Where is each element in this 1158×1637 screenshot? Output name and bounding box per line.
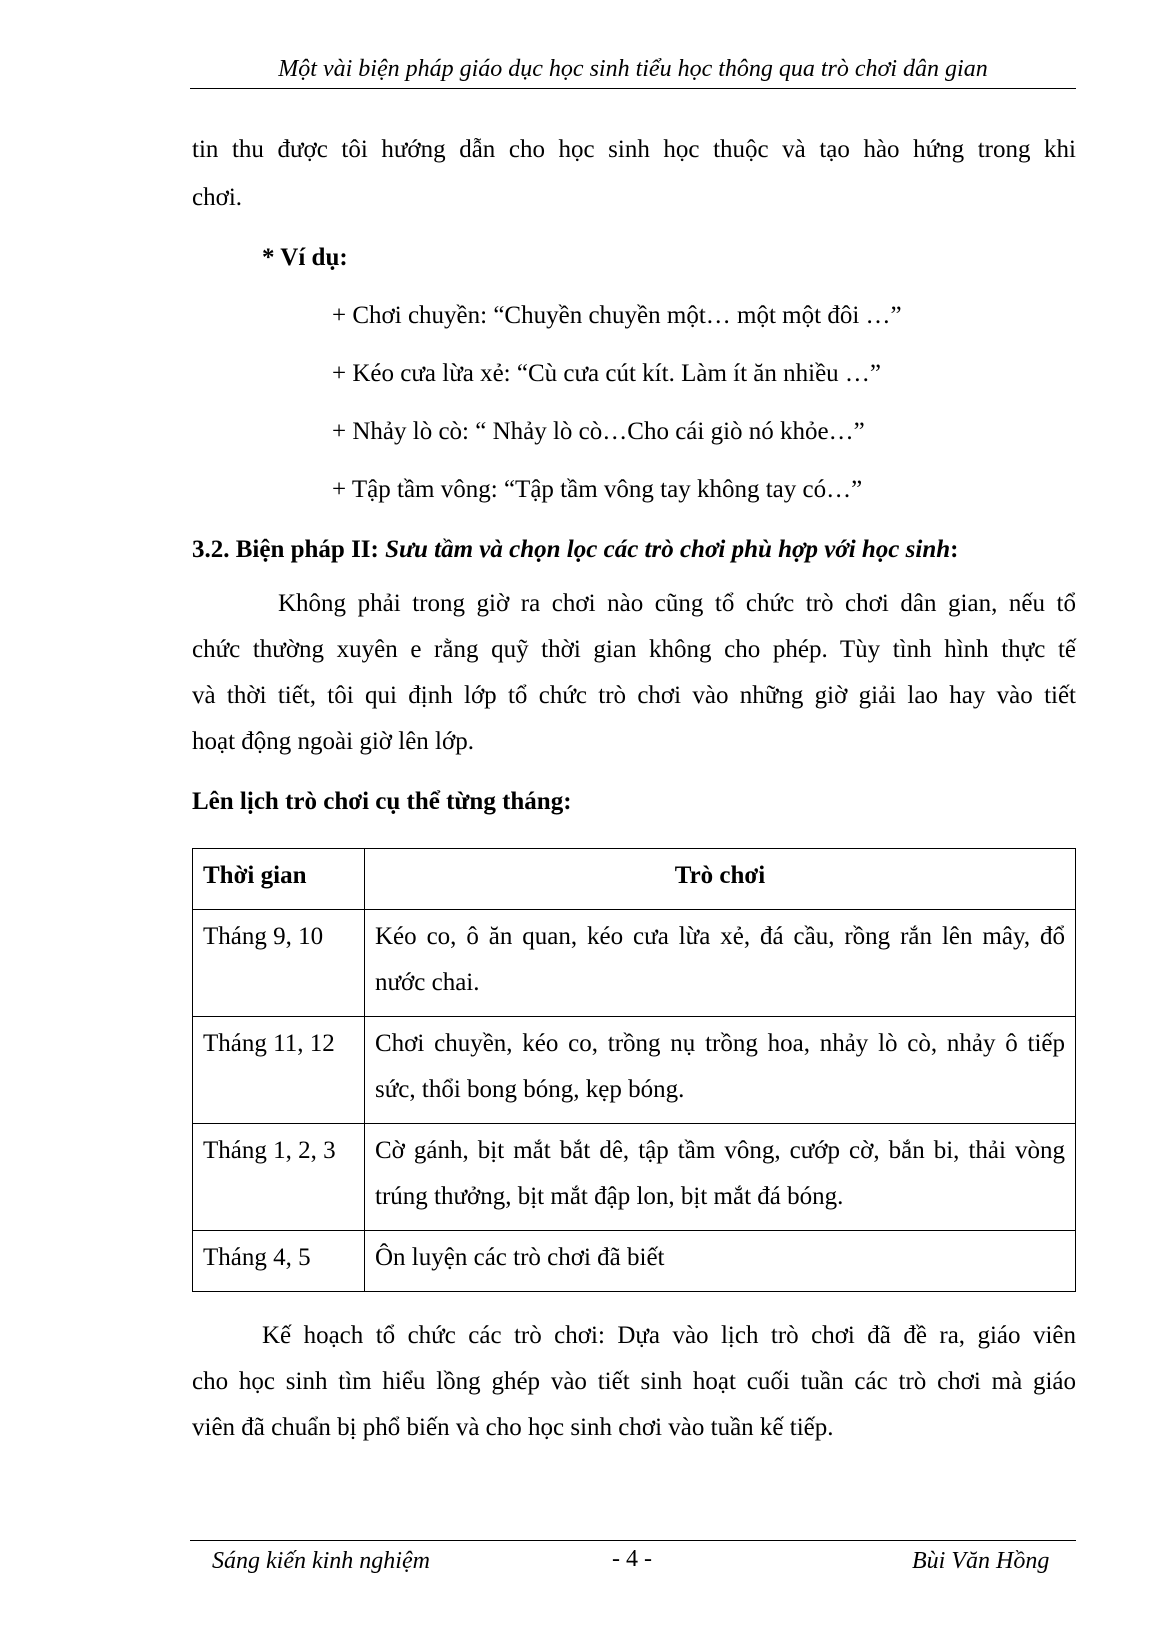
column-header-games: Trò chơi xyxy=(365,849,1076,910)
header-rule xyxy=(190,88,1076,89)
row-time: Tháng 1, 2, 3 xyxy=(193,1124,365,1231)
footer-rule xyxy=(190,1540,1076,1541)
table-row xyxy=(193,1017,1076,1124)
page-number: - 4 - xyxy=(612,1546,652,1572)
example-item: + Kéo cưa lừa xẻ: “Cù cưa cút kít. Làm ít ăn nhiều …” xyxy=(332,360,882,387)
intro-line-1: tin thu được tôi hướng dẫn cho học sinh học thuộc và tạo hào hứng trong khi xyxy=(192,136,1076,163)
section-number: 3.2. Biện pháp II: xyxy=(192,536,386,563)
section-title: Sưu tầm và chọn lọc các trò chơi phù hợp với học sinh xyxy=(385,536,951,563)
row-games: Chơi chuyền, kéo co, trồng nụ trồng hoa, nhảy lò cò, nhảy ô tiếp sức, thổi bong bóng, kẹp bóng. xyxy=(365,1017,1076,1124)
row-games: Cờ gánh, bịt mắt bắt dê, tập tầm vông, cướp cờ, bắn bi, thải vòng trúng thưởng, bịt mắt đập lon, bịt mắt đá bóng. xyxy=(365,1124,1076,1231)
intro-line-2: chơi. xyxy=(192,184,243,211)
table-header-row xyxy=(193,849,1076,910)
section-colon: : xyxy=(950,536,959,563)
section-heading xyxy=(192,536,958,564)
row-time: Tháng 4, 5 xyxy=(193,1231,365,1292)
schedule-table xyxy=(192,848,1076,1292)
table-row xyxy=(193,1124,1076,1231)
example-item: + Tập tầm vông: “Tập tầm vông tay không tay có…” xyxy=(332,476,863,503)
row-time: Tháng 9, 10 xyxy=(193,910,365,1017)
row-time: Tháng 11, 12 xyxy=(193,1017,365,1124)
paragraph1-line-3: và thời tiết, tôi qui định lớp tổ chức trò chơi vào những giờ giải lao hay vào tiết xyxy=(192,682,1076,709)
example-label: * Ví dụ: xyxy=(262,244,348,271)
example-item: + Chơi chuyền: “Chuyền chuyền một… một một đôi …” xyxy=(332,302,902,329)
paragraph2-line-1: Kế hoạch tổ chức các trò chơi: Dựa vào lịch trò chơi đã đề ra, giáo viên xyxy=(262,1322,1076,1349)
column-header-time: Thời gian xyxy=(193,849,365,910)
footer-author: Bùi Văn Hồng xyxy=(912,1548,1050,1574)
example-item: + Nhảy lò cò: “ Nhảy lò cò…Cho cái giò nó khỏe…” xyxy=(332,418,865,445)
footer-left: Sáng kiến kinh nghiệm xyxy=(212,1548,430,1574)
row-games: Ôn luyện các trò chơi đã biết xyxy=(365,1231,1076,1292)
row-games: Kéo co, ô ăn quan, kéo cưa lừa xẻ, đá cầu, rồng rắn lên mây, đổ nước chai. xyxy=(365,910,1076,1017)
paragraph2-line-3: viên đã chuẩn bị phổ biến và cho học sinh chơi vào tuần kế tiếp. xyxy=(192,1414,834,1441)
page-header-title: Một vài biện pháp giáo dục học sinh tiểu học thông qua trò chơi dân gian xyxy=(278,56,988,82)
table-row xyxy=(193,910,1076,1017)
paragraph1-line-1: Không phải trong giờ ra chơi nào cũng tổ chức trò chơi dân gian, nếu tổ xyxy=(278,590,1076,617)
paragraph2-line-2: cho học sinh tìm hiểu lồng ghép vào tiết sinh hoạt cuối tuần các trò chơi mà giáo xyxy=(192,1368,1076,1395)
paragraph1-line-4: hoạt động ngoài giờ lên lớp. xyxy=(192,728,474,755)
table-row xyxy=(193,1231,1076,1292)
paragraph1-line-2: chức thường xuyên e rằng quỹ thời gian không cho phép. Tùy tình hình thực tế xyxy=(192,636,1076,663)
schedule-heading: Lên lịch trò chơi cụ thể từng tháng: xyxy=(192,788,572,815)
